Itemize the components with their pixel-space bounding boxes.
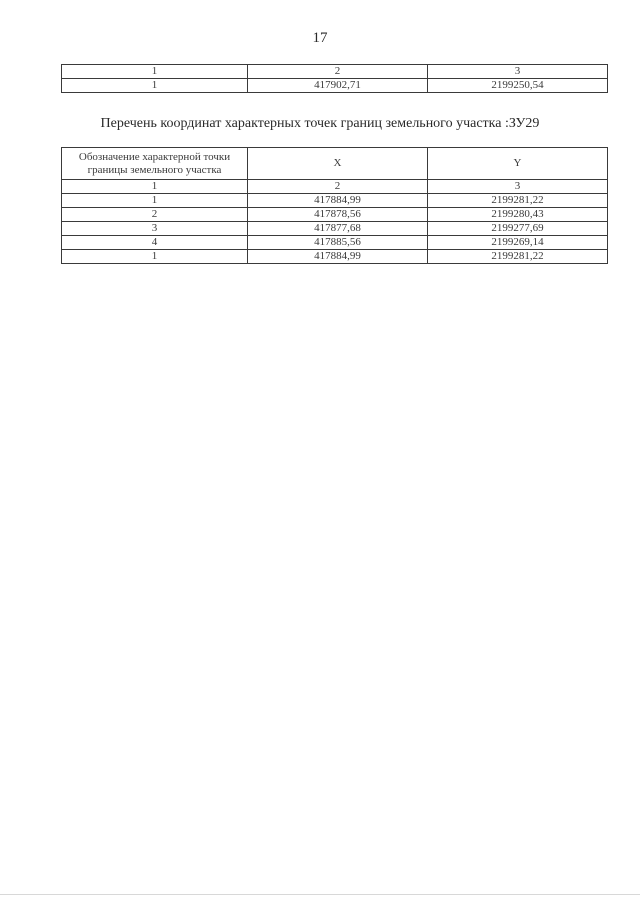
table-cell: 417902,71: [248, 79, 428, 93]
table-cell: 1: [62, 194, 248, 208]
table-row: [62, 79, 608, 93]
table-cell: 417884,99: [248, 250, 428, 264]
column-header-y: Y: [428, 148, 608, 180]
table-row: [62, 250, 608, 264]
table-cell: 2199277,69: [428, 222, 608, 236]
table-cell: 2199280,43: [428, 208, 608, 222]
table-cell: 1: [62, 65, 248, 79]
table-cell: 1: [62, 250, 248, 264]
table-cell: 3: [428, 65, 608, 79]
table-cell: 2199269,14: [428, 236, 608, 250]
table-row: [62, 236, 608, 250]
column-header-point: Обозначение характерной точки границы земельного участка: [62, 148, 248, 180]
table-cell: 2: [62, 208, 248, 222]
table-cell: 2199250,54: [428, 79, 608, 93]
table-header-row: [62, 148, 608, 180]
table-numbering-row: [62, 180, 608, 194]
column-header-x: X: [248, 148, 428, 180]
table-row: [62, 222, 608, 236]
table-cell: 3: [428, 180, 608, 194]
table-cell: 2: [248, 180, 428, 194]
table-cell: 4: [62, 236, 248, 250]
table-cell: 2199281,22: [428, 194, 608, 208]
coordinates-table-continued: [61, 64, 608, 93]
page-edge-line: [0, 894, 640, 895]
table-cell: 2199281,22: [428, 250, 608, 264]
table-cell: 417878,56: [248, 208, 428, 222]
table-cell: 1: [62, 180, 248, 194]
table-cell: 3: [62, 222, 248, 236]
table-cell: 417877,68: [248, 222, 428, 236]
table-cell: 2: [248, 65, 428, 79]
table-cell: 417885,56: [248, 236, 428, 250]
table-row: [62, 208, 608, 222]
table-cell: 1: [62, 79, 248, 93]
table-numbering-row: [62, 65, 608, 79]
coordinates-table-zu29: [61, 147, 608, 264]
page-number: 17: [312, 30, 328, 46]
table-cell: 417884,99: [248, 194, 428, 208]
section-heading: Перечень координат характерных точек границ земельного участка :ЗУ29: [100, 116, 540, 131]
table-row: [62, 194, 608, 208]
